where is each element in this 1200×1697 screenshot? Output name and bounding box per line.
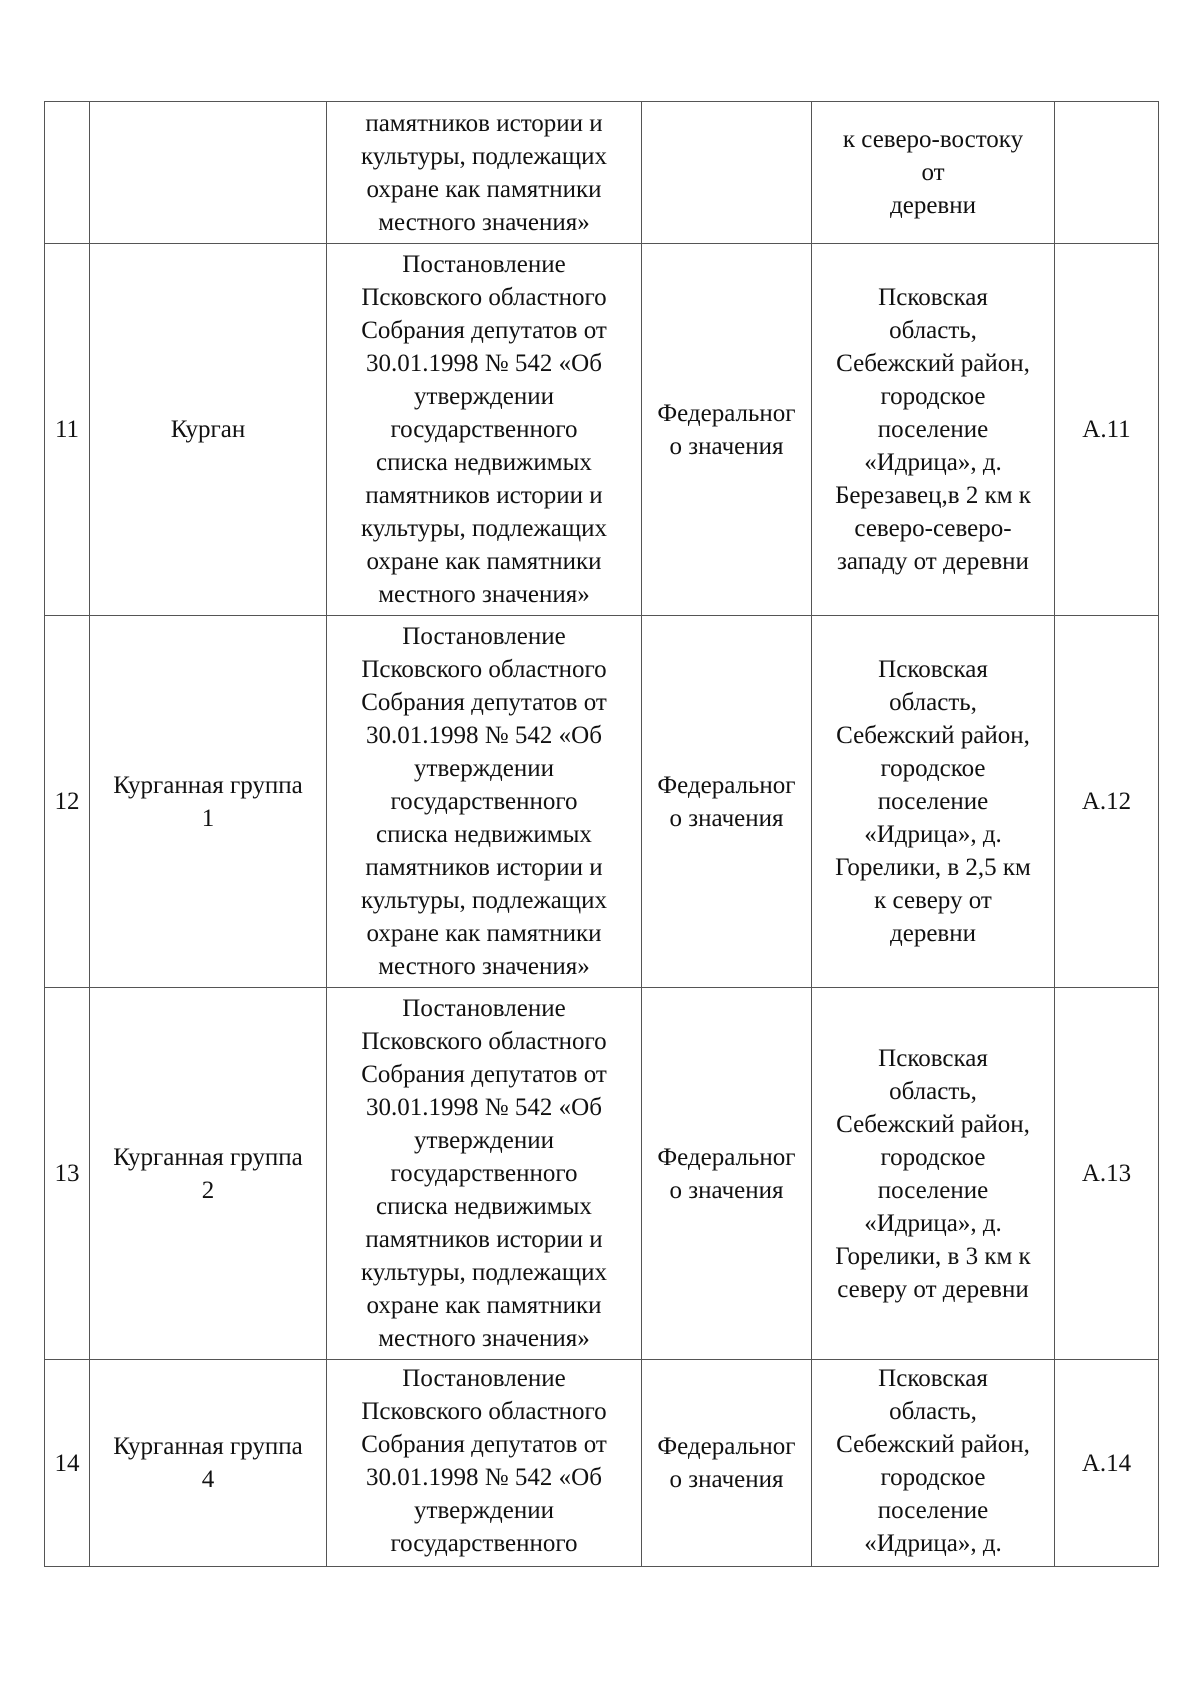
location-cell: Псковская область, Себежский район, городское поселение «Идрица», д. Горелики, в 2,5 км к северу от деревни (812, 616, 1055, 988)
significance-cell: Федеральног о значения (642, 1360, 812, 1567)
number-cell: 14 (45, 1360, 90, 1567)
table-row (45, 244, 1159, 616)
table-row (45, 1360, 1159, 1567)
location-cell: Псковская область, Себежский район, городское поселение «Идрица», д. Березавец,в 2 км к северо-северо- западу от деревни (812, 244, 1055, 616)
document-cell: памятников истории и культуры, подлежащих охране как памятники местного значения» (327, 102, 642, 244)
name-cell (90, 102, 327, 244)
name-cell: Курганная группа 4 (90, 1360, 327, 1567)
table-row (45, 616, 1159, 988)
number-cell: 11 (45, 244, 90, 616)
significance-cell: Федеральног о значения (642, 244, 812, 616)
document-cell: Постановление Псковского областного Собрания депутатов от 30.01.1998 № 542 «Об утверждении государственного списка недвижимых памятников истории и культуры, подлежащих охране как памятники местного значения» (327, 616, 642, 988)
significance-cell (642, 102, 812, 244)
location-cell: Псковская область, Себежский район, городское поселение «Идрица», д. Горелики, в 3 км к северу от деревни (812, 988, 1055, 1360)
number-cell: 13 (45, 988, 90, 1360)
significance-cell: Федеральног о значения (642, 616, 812, 988)
code-cell (1055, 102, 1159, 244)
significance-cell: Федеральног о значения (642, 988, 812, 1360)
number-cell (45, 102, 90, 244)
code-cell: А.14 (1055, 1360, 1159, 1567)
location-cell: к северо-востоку от деревни (812, 102, 1055, 244)
document-cell: Постановление Псковского областного Собрания депутатов от 30.01.1998 № 542 «Об утверждении государственного (327, 1360, 642, 1567)
code-cell: А.12 (1055, 616, 1159, 988)
code-cell: А.11 (1055, 244, 1159, 616)
table-row (45, 988, 1159, 1360)
document-cell: Постановление Псковского областного Собрания депутатов от 30.01.1998 № 542 «Об утверждении государственного списка недвижимых памятников истории и культуры, подлежащих охране как памятники местного значения» (327, 244, 642, 616)
table-row (45, 102, 1159, 244)
number-cell: 12 (45, 616, 90, 988)
name-cell: Курганная группа 2 (90, 988, 327, 1360)
monuments-table (44, 101, 1159, 1567)
location-cell: Псковская область, Себежский район, городское поселение «Идрица», д. (812, 1360, 1055, 1567)
document-cell: Постановление Псковского областного Собрания депутатов от 30.01.1998 № 542 «Об утверждении государственного списка недвижимых памятников истории и культуры, подлежащих охране как памятники местного значения» (327, 988, 642, 1360)
name-cell: Курганная группа 1 (90, 616, 327, 988)
code-cell: А.13 (1055, 988, 1159, 1360)
name-cell: Курган (90, 244, 327, 616)
